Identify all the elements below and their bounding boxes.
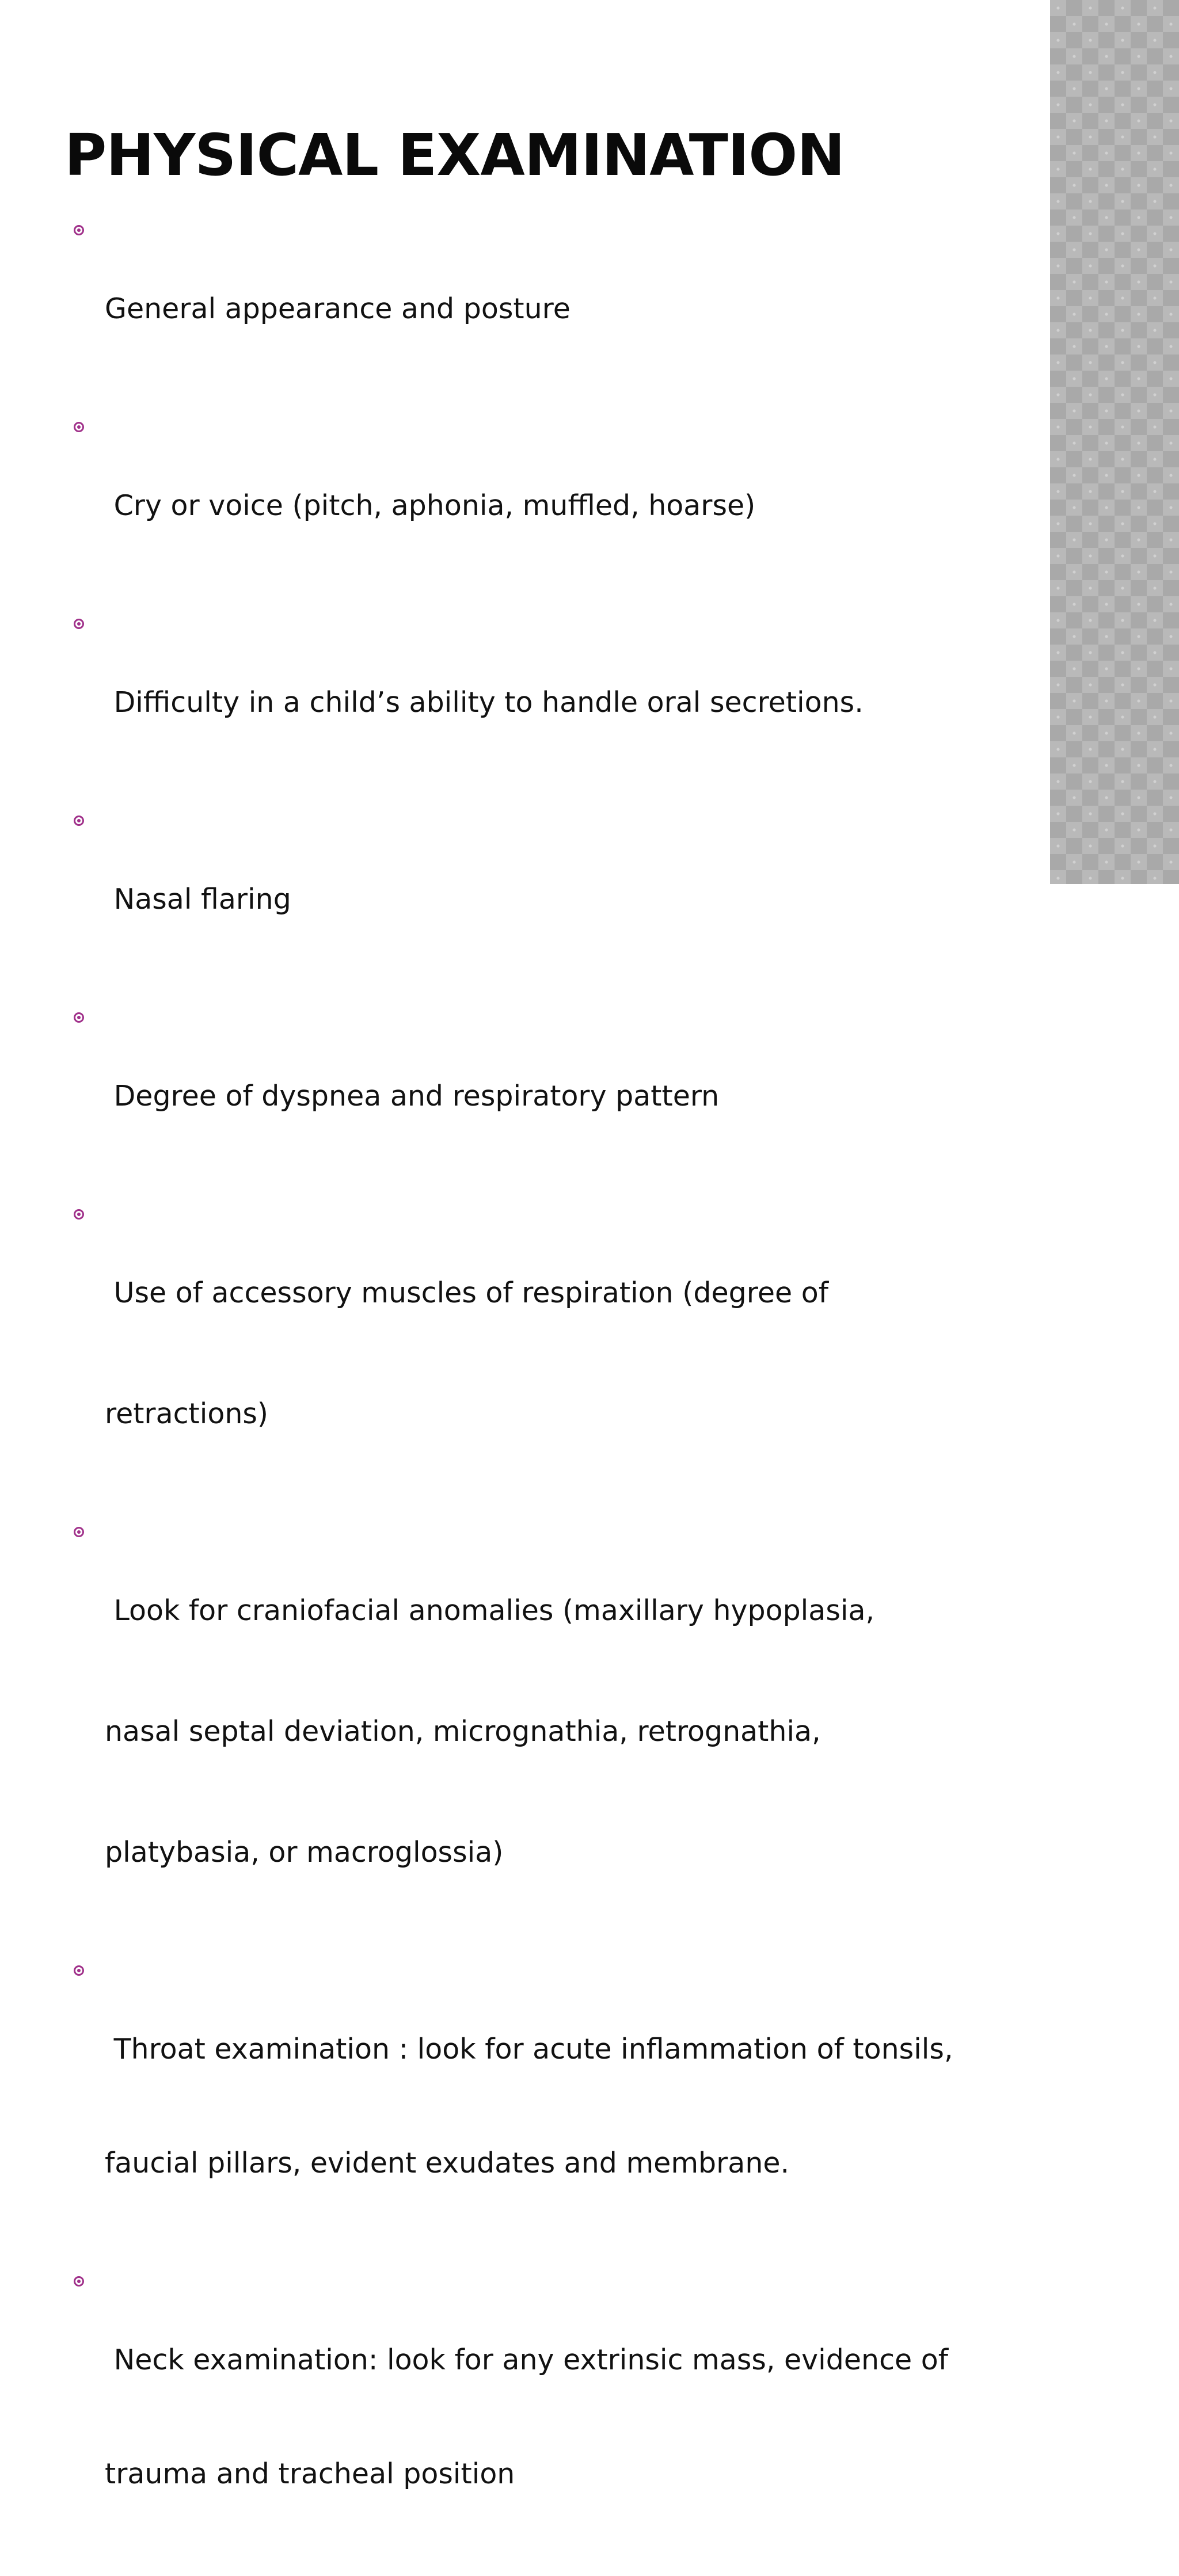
bullet-text <box>105 608 995 798</box>
bullet-line: Use of accessory muscles of respiration (degree of <box>105 1276 828 1309</box>
bullet-item <box>74 608 995 798</box>
bullet-circle-icon <box>74 1012 84 1023</box>
bullet-line: Degree of dyspnea and respiratory pattern <box>105 1080 720 1112</box>
decorative-side-panel <box>1050 0 1179 884</box>
bullet-item <box>74 411 995 601</box>
bullet-text <box>105 805 995 994</box>
bullet-text <box>105 2265 995 2569</box>
bullet-text <box>105 214 995 404</box>
bullet-circle-icon <box>74 2276 84 2287</box>
bullet-circle-icon <box>74 1965 84 1976</box>
bullet-circle-icon <box>74 619 84 629</box>
bullet-line: Cry or voice (pitch, aphonia, muffled, hoarse) <box>105 489 756 522</box>
bullet-line: General appearance and posture <box>105 292 571 325</box>
bullet-item <box>74 805 995 994</box>
slide-title: PHYSICAL EXAMINATION <box>64 121 845 189</box>
bullet-list <box>74 214 995 2576</box>
bullet-line: Look for craniofacial anomalies (maxillary hypoplasia, <box>105 1594 875 1627</box>
bullet-line: Neck examination: look for any extrinsic mass, evidence of <box>105 2343 948 2376</box>
bullet-line: faucial pillars, evident exudates and membrane. <box>105 2147 790 2179</box>
bullet-circle-icon <box>74 1527 84 1537</box>
bullet-circle-icon <box>74 1209 84 1220</box>
bullet-line: platybasia, or macroglossia) <box>105 1836 504 1869</box>
bullet-item <box>74 2265 995 2569</box>
bullet-item <box>74 1001 995 1191</box>
bullet-line: nasal septal deviation, micrognathia, retrognathia, <box>105 1715 821 1748</box>
bullet-text <box>105 1198 995 1509</box>
bullet-line: trauma and tracheal position <box>105 2457 515 2490</box>
bullet-text <box>105 411 995 601</box>
bullet-circle-icon <box>74 225 84 235</box>
bullet-line: Throat examination : look for acute inflammation of tonsils, <box>105 2033 953 2066</box>
bullet-circle-icon <box>74 422 84 432</box>
bullet-text <box>105 1954 995 2258</box>
bullet-item <box>74 1516 995 1948</box>
bullet-circle-icon <box>74 816 84 826</box>
bullet-line: Difficulty in a child’s ability to handle oral secretions. <box>105 686 864 719</box>
bullet-text <box>105 1001 995 1191</box>
bullet-line: Nasal flaring <box>105 883 291 916</box>
bullet-text <box>105 1516 995 1948</box>
bullet-item <box>74 1198 995 1509</box>
bullet-item <box>74 214 995 404</box>
bullet-line: retractions) <box>105 1397 269 1430</box>
bullet-item <box>74 1954 995 2258</box>
